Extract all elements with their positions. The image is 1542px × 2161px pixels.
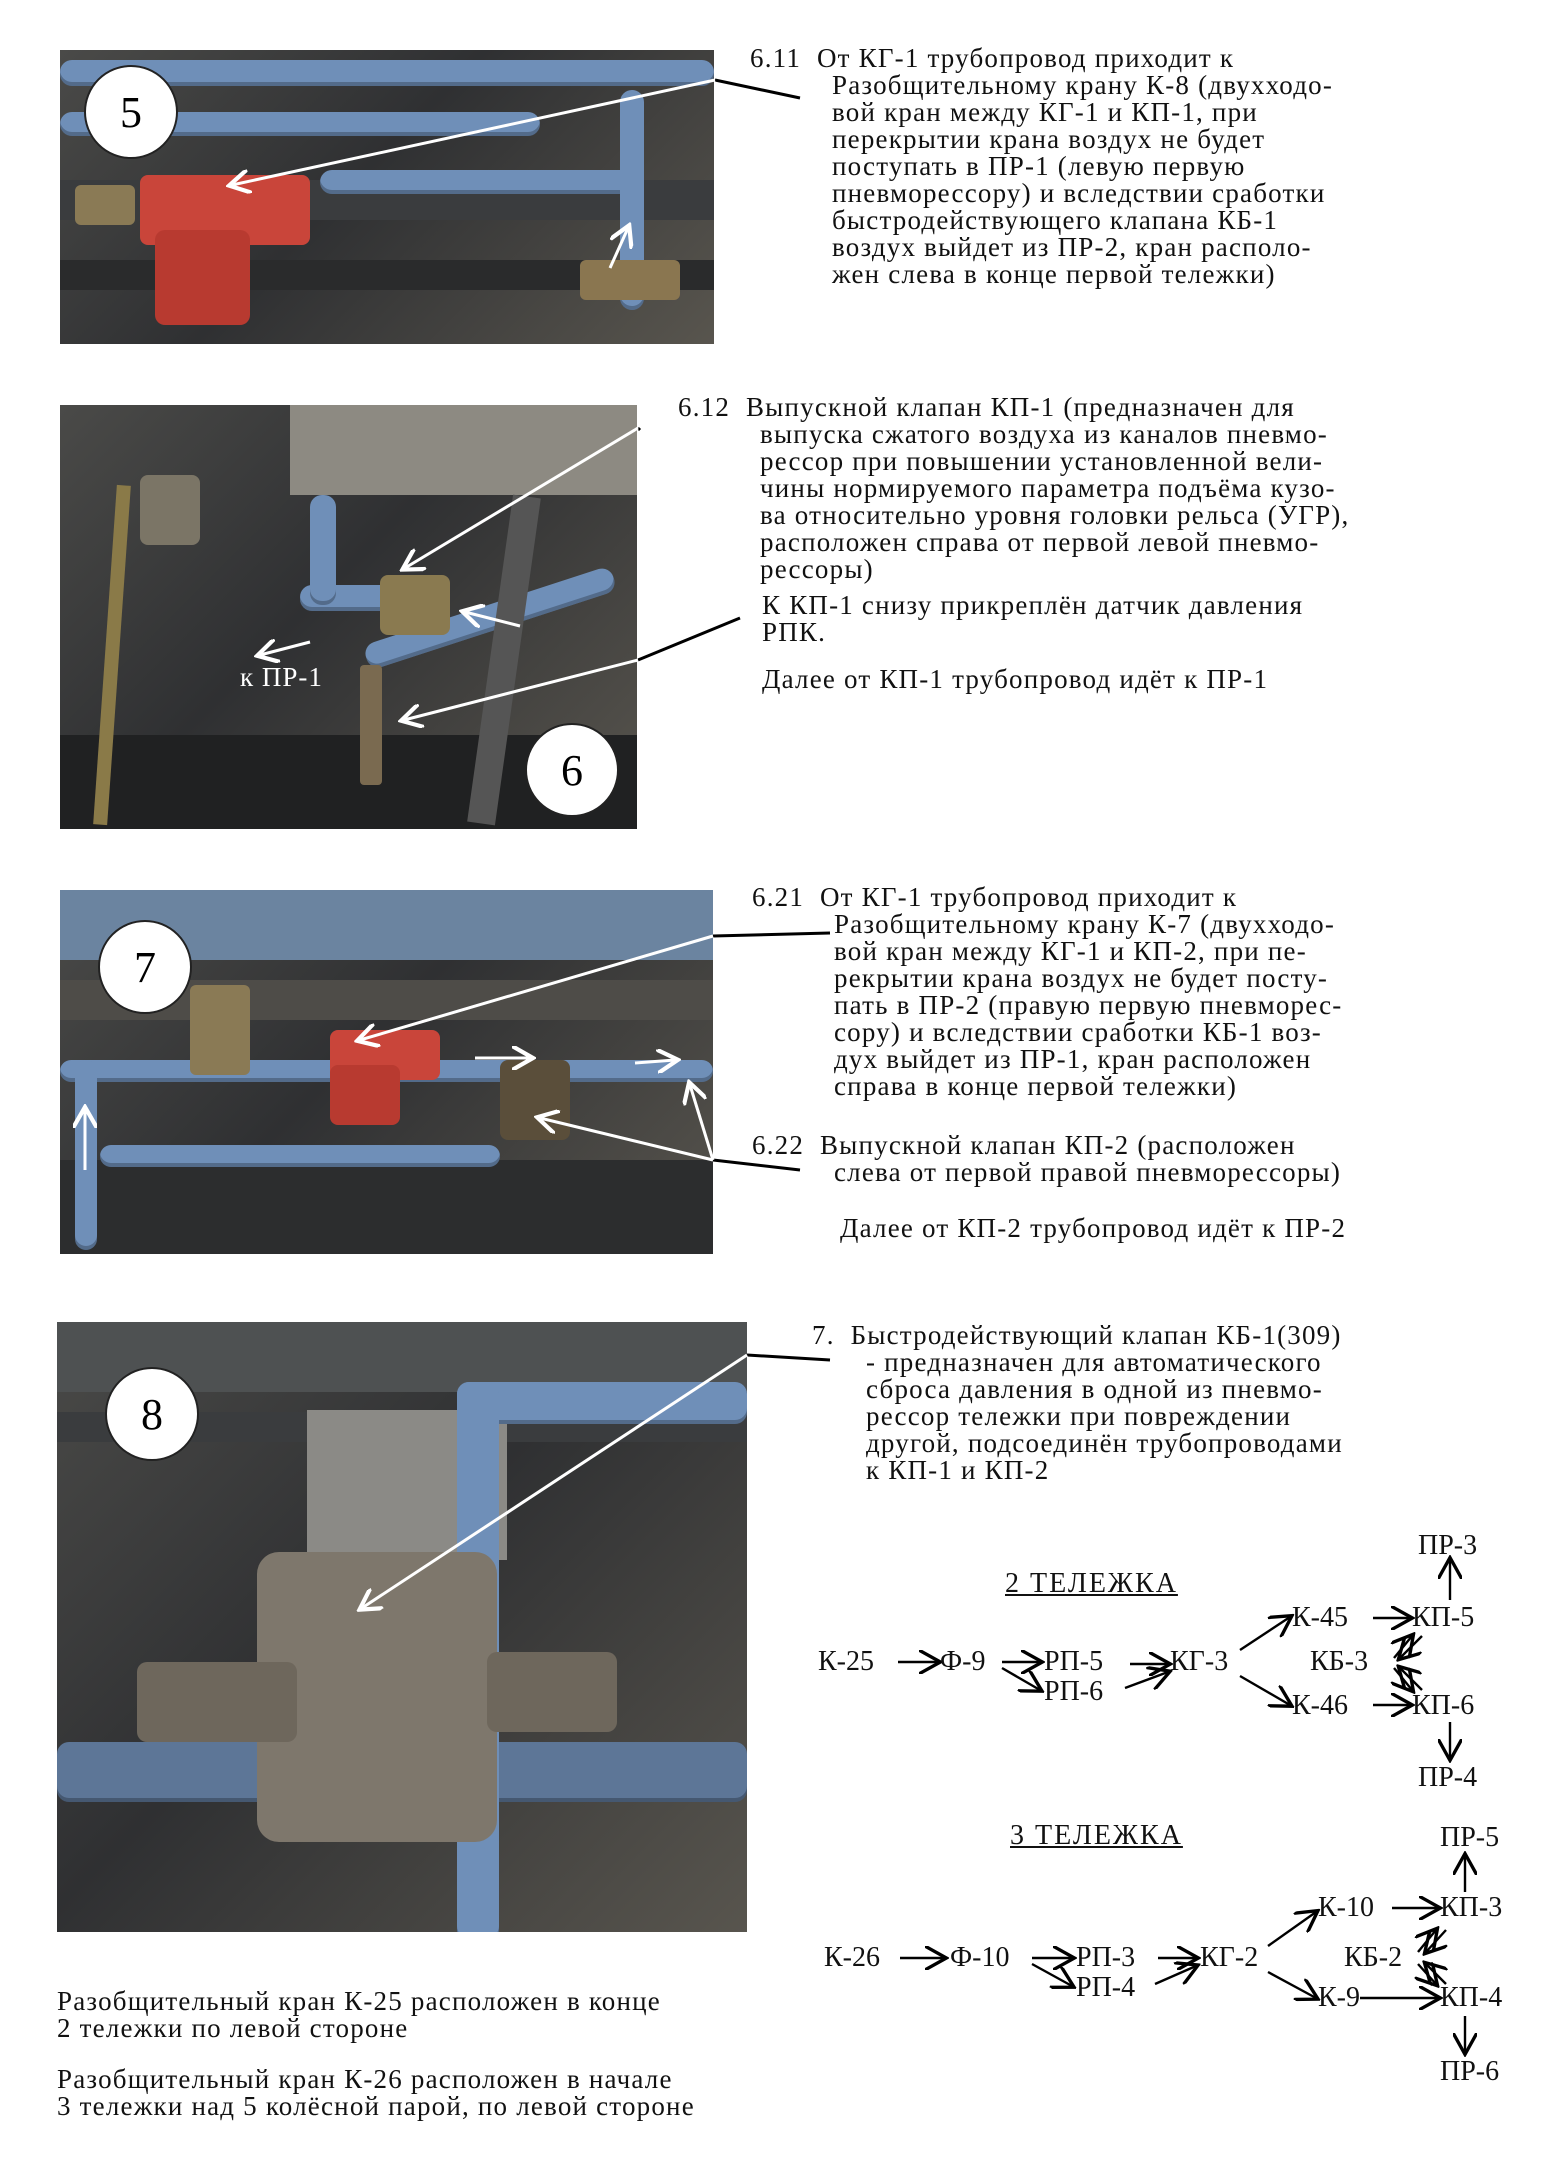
node-rp3: РП-3 — [1076, 1942, 1136, 1973]
node-pr6: ПР-6 — [1440, 2056, 1500, 2087]
note-k26: Разобщительный кран К-26 расположен в начале 3 тележки над 5 колёсной парой, по левой стороне — [57, 2064, 695, 2121]
badge-number: 7 — [134, 942, 156, 992]
section-line: рессор тележки при повреждении — [866, 1401, 1292, 1431]
node-f9: Ф-9 — [940, 1646, 986, 1677]
section-line: жен слева в конце первой тележки) — [832, 259, 1276, 289]
section-line: Разобщительному крану К-7 (двухходо- — [834, 909, 1336, 939]
section-line: сброса давления в одной из пневмо- — [866, 1374, 1323, 1404]
section-line: выпуска сжатого воздуха из каналов пневмо- — [760, 419, 1328, 449]
node-pr5: ПР-5 — [1440, 1822, 1500, 1853]
section-7 — [812, 1322, 1343, 1484]
section-line: Выпускной клапан КП-2 (расположен — [819, 1130, 1296, 1160]
badge-number: 8 — [141, 1389, 163, 1439]
section-line: пневморессору) и вследствии сработки — [832, 178, 1326, 208]
diagram-3-heading: 3 ТЕЛЕЖКА — [1010, 1820, 1183, 1851]
section-line: Выпускной клапан КП-1 (предназначен для — [745, 392, 1295, 422]
section-line: рекрытии крана воздух не будет посту- — [834, 963, 1329, 993]
node-kb2: КБ-2 — [1344, 1942, 1403, 1973]
section-line: рессор при повышении установленной вели- — [760, 446, 1324, 476]
node-k9: К-9 — [1318, 1982, 1360, 2013]
node-kp5: КП-5 — [1412, 1602, 1475, 1633]
section-line: воздух выйдет из ПР-2, кран располо- — [832, 232, 1312, 262]
section-line: вой кран между КГ-1 и КП-2, при пе- — [834, 936, 1307, 966]
section-line: справа в конце первой тележки) — [834, 1071, 1238, 1101]
note-k25: Разобщительный кран К-25 расположен в конце 2 тележки по левой стороне — [57, 1986, 661, 2043]
section-line: Быстродействующий клапан КБ-1(309) — [850, 1320, 1342, 1350]
section-line: быстродействующего клапана КБ-1 — [832, 205, 1279, 235]
section-line: к КП-1 и КП-2 — [866, 1455, 1050, 1485]
node-rp5: РП-5 — [1044, 1646, 1104, 1677]
section-line: рессоры) — [760, 554, 874, 584]
section-number: 6.12 — [678, 392, 731, 422]
node-k45: К-45 — [1292, 1602, 1348, 1633]
section-number: 6.22 — [752, 1130, 805, 1160]
section-line: От КГ-1 трубопровод приходит к — [819, 882, 1238, 912]
section-line: пать в ПР-2 (правую первую пневморес- — [834, 990, 1343, 1020]
node-kp3: КП-3 — [1440, 1892, 1503, 1923]
node-kp4: КП-4 — [1440, 1982, 1503, 2013]
section-number: 7. — [812, 1320, 835, 1350]
node-kp6: КП-6 — [1412, 1690, 1475, 1721]
section-6-21 — [752, 884, 1343, 1100]
section-line: От КГ-1 трубопровод приходит к — [816, 43, 1235, 73]
node-kb3: КБ-3 — [1310, 1646, 1369, 1677]
section-line: расположен справа от первой левой пневмо- — [760, 527, 1320, 557]
node-kg3: КГ-3 — [1170, 1646, 1229, 1677]
node-rp4: РП-4 — [1076, 1972, 1136, 2003]
route-note-2: Далее от КП-2 трубопровод идёт к ПР-2 — [840, 1213, 1347, 1243]
section-line: слева от первой правой пневморессоры) — [834, 1157, 1342, 1187]
node-pr3: ПР-3 — [1418, 1530, 1478, 1561]
node-rp6: РП-6 — [1044, 1676, 1104, 1707]
node-kg2: КГ-2 — [1200, 1942, 1259, 1973]
section-line: ва относительно уровня головки рельса (УГР), — [760, 500, 1350, 530]
sensor-note — [762, 592, 1303, 646]
photo-label-to-pr1: к ПР-1 — [240, 662, 323, 692]
section-6-22 — [752, 1132, 1341, 1186]
badge-number: 6 — [561, 745, 583, 795]
section-6-11 — [750, 45, 1333, 288]
section-6-12 — [678, 394, 1349, 583]
note-line: К КП-1 снизу прикреплён датчик давления — [762, 590, 1304, 620]
node-f10: Ф-10 — [950, 1942, 1010, 1973]
section-line: - предназначен для автоматического — [866, 1347, 1322, 1377]
section-number: 6.21 — [752, 882, 805, 912]
node-k10: К-10 — [1318, 1892, 1374, 1923]
section-line: вой кран между КГ-1 и КП-1, при — [832, 97, 1258, 127]
section-line: сору) и вследствии сработки КБ-1 воз- — [834, 1017, 1323, 1047]
section-line: дух выйдет из ПР-1, кран расположен — [834, 1044, 1312, 1074]
route-note: Далее от КП-1 трубопровод идёт к ПР-1 — [762, 664, 1269, 694]
node-pr4: ПР-4 — [1418, 1762, 1478, 1793]
section-line: Разобщительному крану К-8 (двухходо- — [832, 70, 1334, 100]
section-line: перекрытии крана воздух не будет — [832, 124, 1266, 154]
diagram-2-heading: 2 ТЕЛЕЖКА — [1005, 1568, 1178, 1599]
section-line: чины нормируемого параметра подъёма кузо- — [760, 473, 1336, 503]
badge-number: 5 — [120, 87, 142, 137]
node-k25: К-25 — [818, 1646, 874, 1677]
section-line: другой, подсоединён трубопроводами — [866, 1428, 1343, 1458]
node-k26: К-26 — [824, 1942, 880, 1973]
node-k46: К-46 — [1292, 1690, 1348, 1721]
section-number: 6.11 — [750, 43, 802, 73]
section-line: поступать в ПР-1 (левую первую — [832, 151, 1246, 181]
note-line: РПК. — [762, 617, 827, 647]
